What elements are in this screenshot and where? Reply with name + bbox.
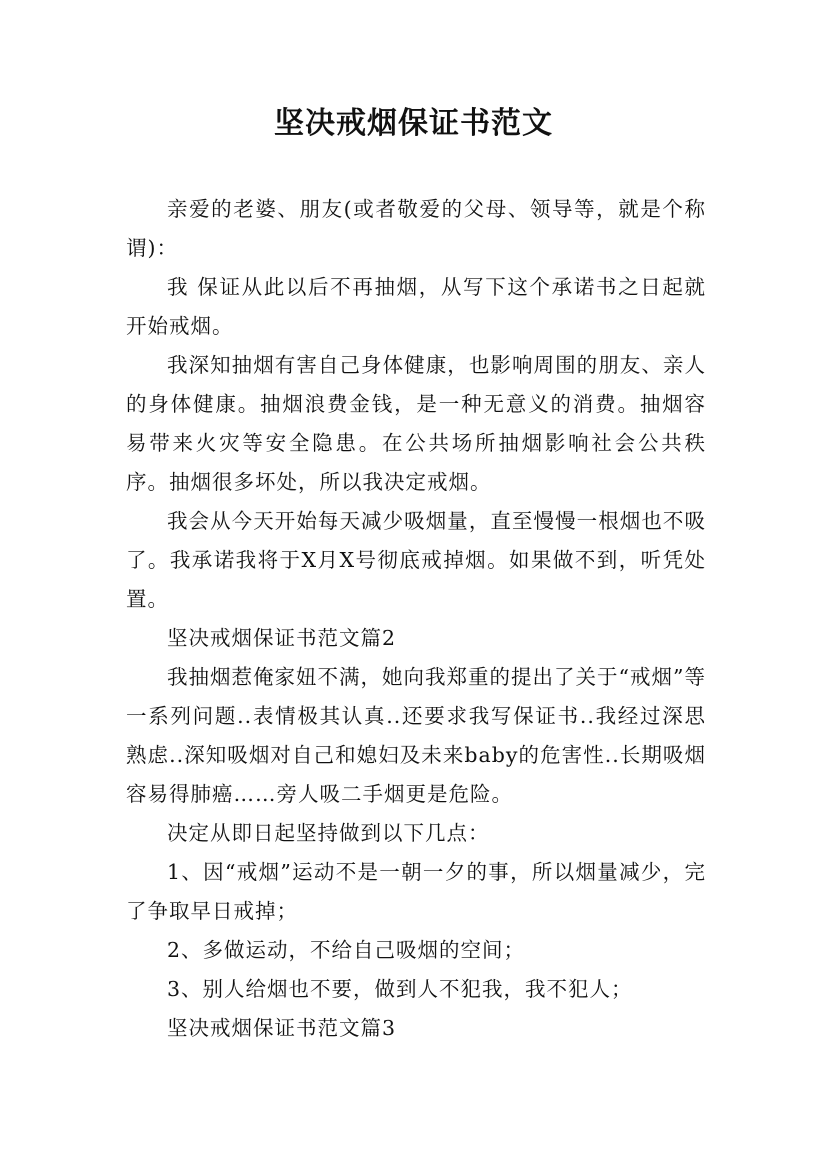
section-heading-3: 坚决戒烟保证书范文篇3: [167, 1016, 397, 1040]
points-intro-paragraph: 决定从即日起坚持做到以下几点：: [167, 821, 490, 845]
point-3-paragraph: 3、别人给烟也不要，做到人不犯我，我不犯人；: [167, 977, 633, 1001]
point-1-paragraph: 1、因“戒烟”运动不是一朝一夕的事，所以烟量减少，完了争取早日戒掉；: [126, 860, 706, 923]
section-heading-2: 坚决戒烟保证书范文篇2: [167, 626, 397, 650]
reasons-paragraph: 我深知抽烟有害自己身体健康，也影响周围的朋友、亲人的身体健康。抽烟浪费金钱，是一种无意义的消费。抽烟容易带来火灾等安全隐患。在公共场所抽烟影响社会公共秩序。抽烟很多坏处，所以我决定戒烟。: [126, 353, 706, 494]
document-body: [126, 190, 706, 1048]
commitment-paragraph: 我会从今天开始每天减少吸烟量，直至慢慢一根烟也不吸了。我承诺我将于X月X号彻底戒掉烟。如果做不到，听凭处置。: [126, 509, 706, 611]
point-2-paragraph: 2、多做运动，不给自己吸烟的空间；: [167, 938, 526, 962]
salutation-paragraph: 亲爱的老婆、朋友(或者敬爱的父母、领导等，就是个称谓)：: [126, 197, 706, 260]
document-title: 坚决戒烟保证书范文: [274, 106, 553, 141]
pledge-paragraph: 我 保证从此以后不再抽烟，从写下这个承诺书之日起就开始戒烟。: [126, 275, 706, 338]
story-paragraph: 我抽烟惹俺家妞不满，她向我郑重的提出了关于“戒烟”等一系列问题..表情极其认真..还要求我写保证书..我经过深思熟虑..深知吸烟对自己和媳妇及未来baby的危害性..长期吸烟容易得肺癌……旁人吸二手烟更是危险。: [126, 665, 706, 806]
